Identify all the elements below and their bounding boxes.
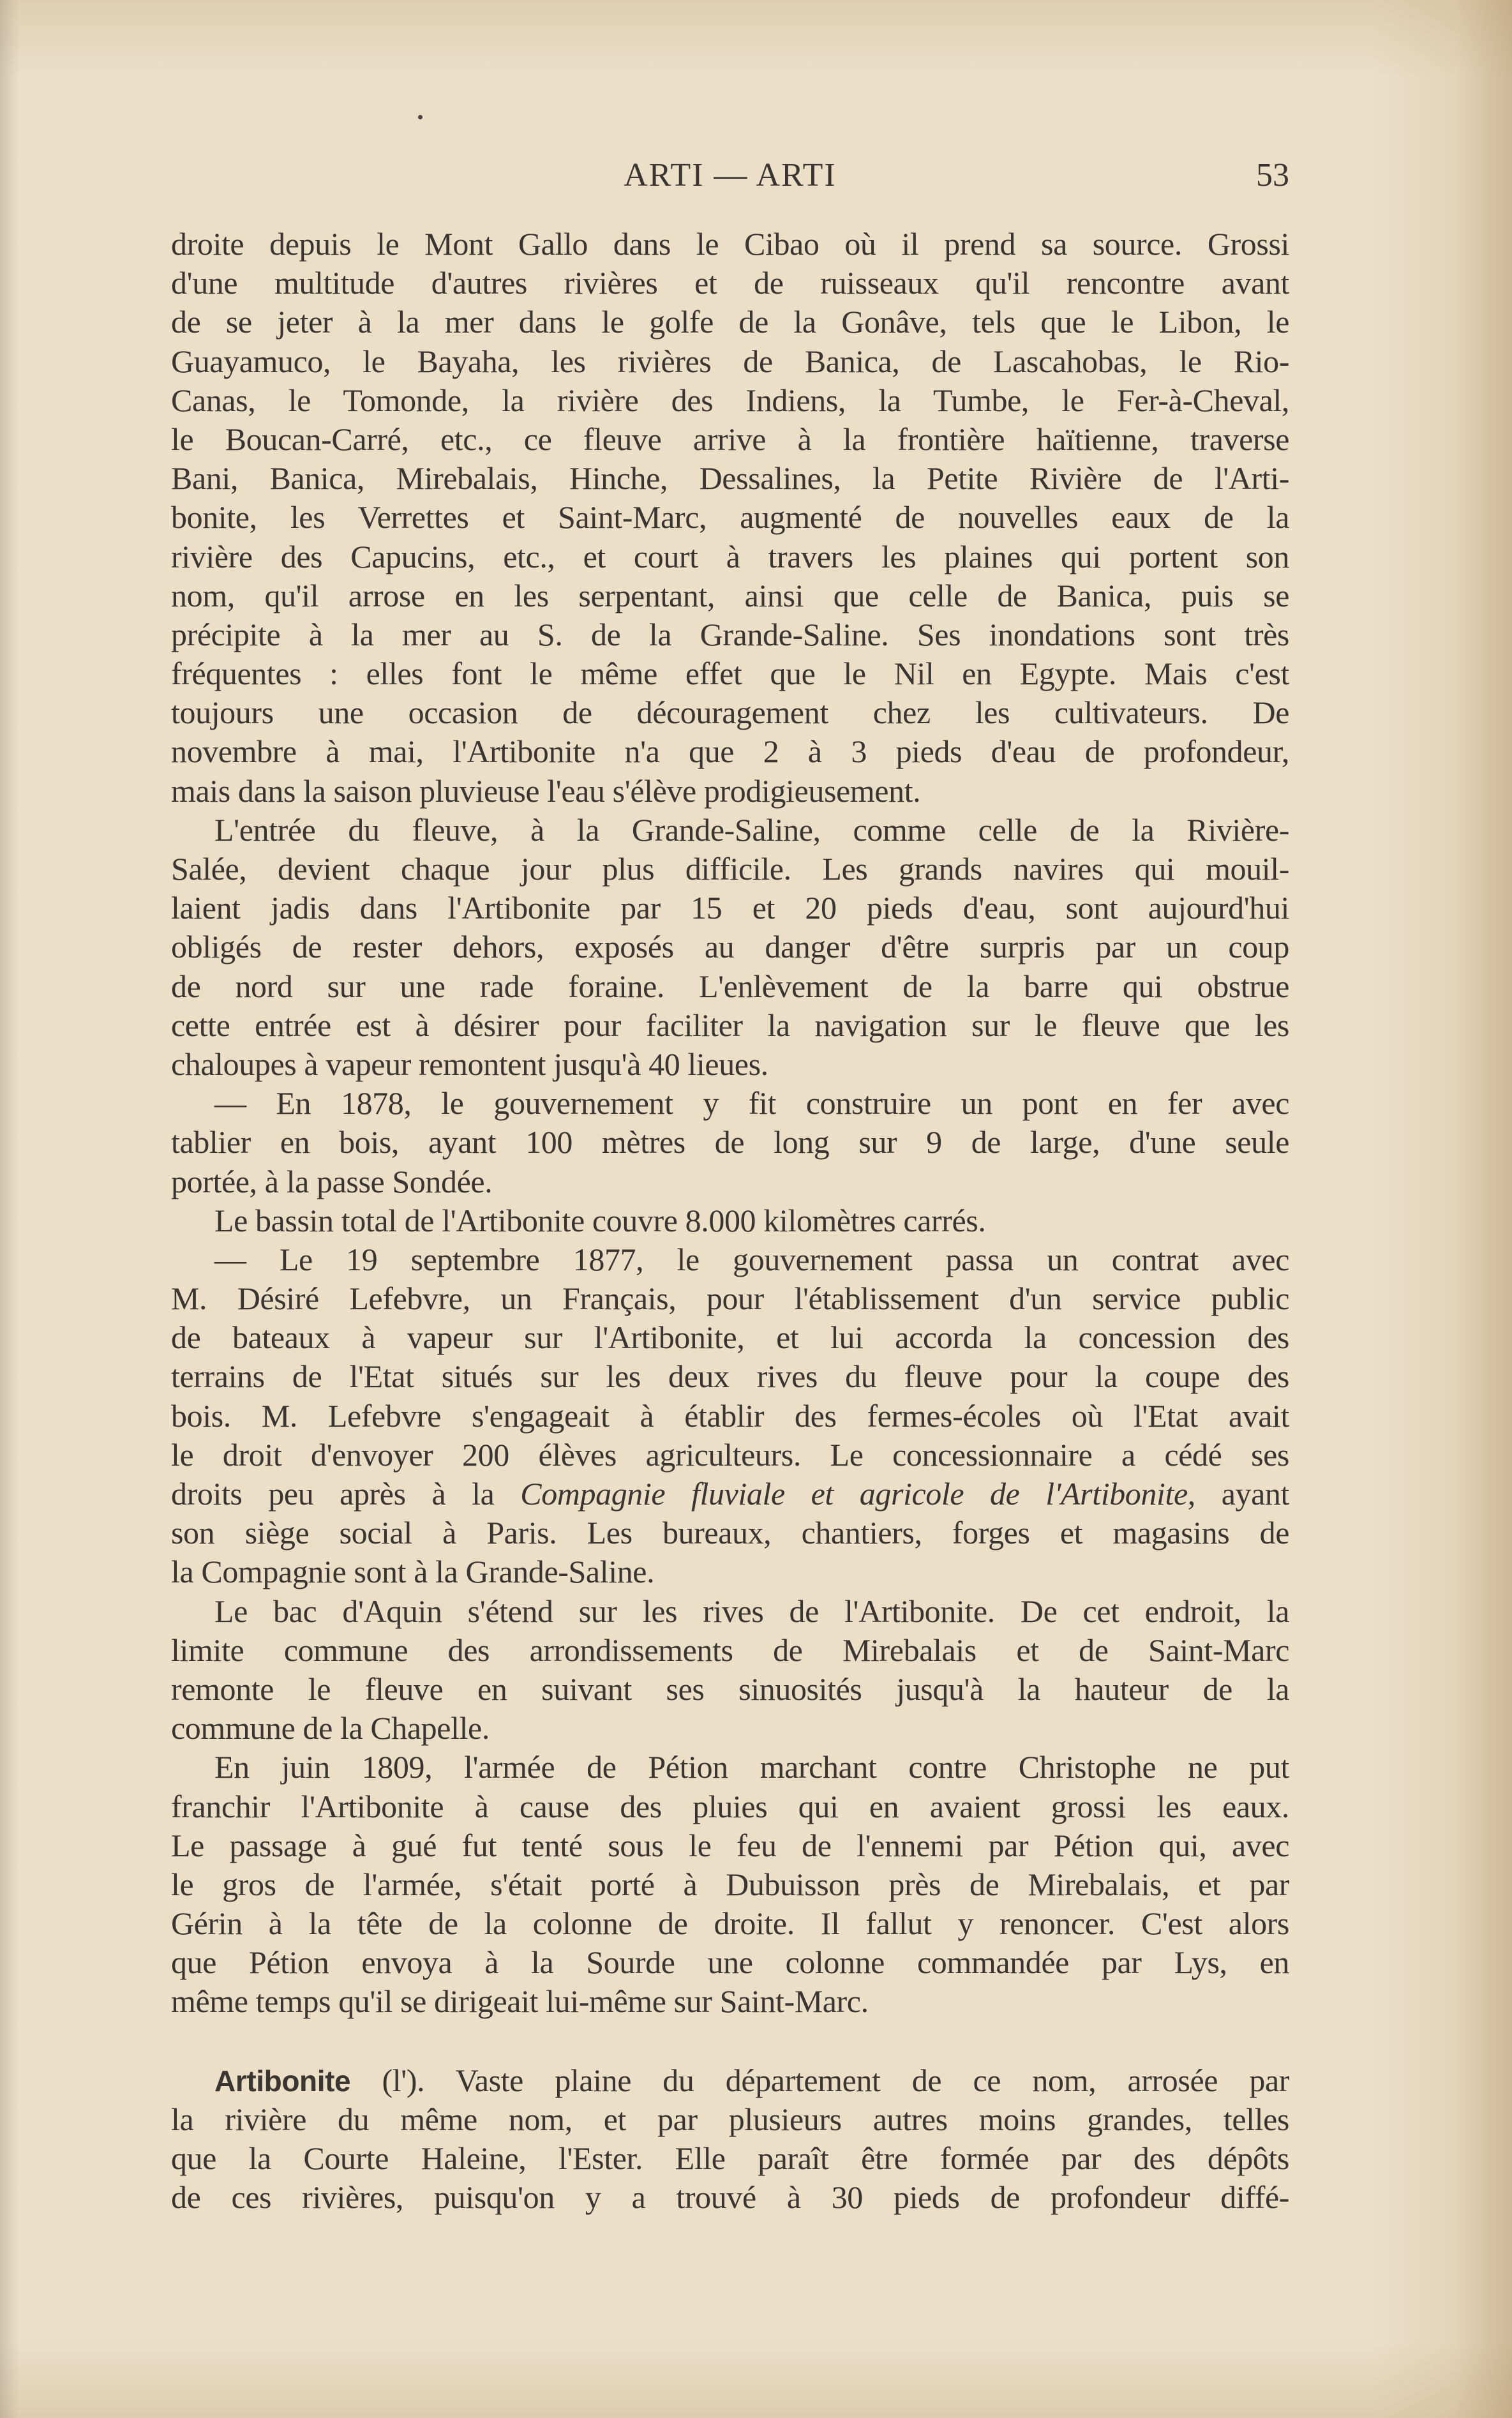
text-line: la Compagnie sont à la Grande-Saline.	[171, 1554, 655, 1590]
running-header	[171, 156, 1289, 201]
text-line: chaloupes à vapeur remontent jusqu'à 40 lieues.	[171, 1046, 768, 1082]
text-line: de bateaux à vapeur sur l'Artibonite, et lui accorda la concession des	[171, 1319, 1289, 1356]
paragraph	[171, 1201, 1289, 1240]
text-line: obligés de rester dehors, exposés au danger d'être surpris par un coup	[171, 929, 1289, 965]
text-line: — En 1878, le gouvernement y fit construire un pont en fer avec	[214, 1085, 1289, 1122]
page-number: 53	[1256, 157, 1289, 193]
text-line: Guayamuco, le Bayaha, les rivières de Banica, de Lascahobas, le Rio-	[171, 343, 1289, 379]
paragraph-gap	[171, 2022, 1289, 2061]
text-line: franchir l'Artibonite à cause des pluies qui en avaient grossi les eaux.	[171, 1788, 1289, 1824]
text-line: portée, à la passe Sondée.	[171, 1163, 493, 1199]
text-line: laient jadis dans l'Artibonite par 15 et 20 pieds d'eau, sont aujourd'hui	[171, 890, 1289, 926]
text-line: cette entrée est à désirer pour faciliter la navigation sur le fleuve que les	[171, 1007, 1289, 1043]
text-line: Canas, le Tomonde, la rivière des Indiens, la Tumbe, le Fer-à-Cheval,	[171, 382, 1289, 418]
text-line: rivière des Capucins, etc., et court à travers les plaines qui portent son	[171, 538, 1289, 574]
paragraph	[171, 1592, 1289, 1748]
text-segment: , ayant	[1187, 1476, 1289, 1512]
text-line: limite commune des arrondissements de Mirebalais et de Saint-Marc	[171, 1632, 1289, 1668]
text-line: d'une multitude d'autres rivières et de ruisseaux qu'il rencontre avant	[171, 265, 1289, 301]
text-line	[171, 1475, 1289, 1513]
text-line: nom, qu'il arrose en les serpentant, ainsi que celle de Banica, puis se	[171, 577, 1289, 613]
text-line: même temps qu'il se dirigeait lui-même sur Saint-Marc.	[171, 1983, 869, 2020]
text-line: Gérin à la tête de la colonne de droite. Il fallut y renoncer. C'est alors	[171, 1905, 1289, 1942]
text-line: que la Courte Haleine, l'Ester. Elle paraît être formée par des dépôts	[171, 2140, 1289, 2176]
entry-headword: Artibonite	[214, 2064, 351, 2098]
text-line: Le bac d'Aquin s'étend sur les rives de l'Artibonite. De cet endroit, la	[214, 1593, 1289, 1629]
text-line: mais dans la saison pluvieuse l'eau s'élève prodigieusement.	[171, 772, 921, 809]
text-segment: (l'). Vaste plaine du département de ce nom, arrosée par	[350, 2062, 1289, 2098]
text-line: droite depuis le Mont Gallo dans le Cibao où il prend sa source. Grossi	[171, 226, 1289, 262]
text-line	[171, 2061, 1289, 2100]
text-line: que Pétion envoya à la Sourde une colonne commandée par Lys, en	[171, 1944, 1289, 1981]
text-line: novembre à mai, l'Artibonite n'a que 2 à 3 pieds d'eau de profondeur,	[171, 733, 1289, 770]
running-head-title: ARTI — ARTI	[624, 157, 837, 193]
text-line: En juin 1809, l'armée de Pétion marchant contre Christophe ne put	[214, 1749, 1289, 1785]
text-line: Salée, devient chaque jour plus difficile. Les grands navires qui mouil-	[171, 851, 1289, 887]
text-line: M. Désiré Lefebvre, un Français, pour l'établissement d'un service public	[171, 1280, 1289, 1317]
paragraph	[171, 225, 1289, 811]
text-line: Le passage à gué fut tenté sous le feu de l'ennemi par Pétion qui, avec	[171, 1827, 1289, 1863]
paragraph	[171, 811, 1289, 1084]
text-line: de se jeter à la mer dans le golfe de la Gonâve, tels que le Libon, le	[171, 304, 1289, 340]
text-line: tablier en bois, ayant 100 mètres de long sur 9 de large, d'une seule	[171, 1124, 1289, 1160]
print-speck	[418, 115, 423, 119]
italic-title: Compagnie fluviale et agricole de l'Artibonite	[520, 1476, 1188, 1512]
paragraph	[171, 2061, 1289, 2218]
text-line: commune de la Chapelle.	[171, 1710, 490, 1746]
text-line: — Le 19 septembre 1877, le gouvernement passa un contrat avec	[214, 1241, 1289, 1277]
text-line: son siège social à Paris. Les bureaux, chantiers, forges et magasins de	[171, 1515, 1289, 1551]
text-line: toujours une occasion de découragement chez les cultivateurs. De	[171, 695, 1289, 731]
text-line: de ces rivières, puisqu'on y a trouvé à 30 pieds de profondeur diffé-	[171, 2179, 1289, 2216]
text-line: bonite, les Verrettes et Saint-Marc, augmenté de nouvelles eaux de la	[171, 499, 1289, 536]
text-line: précipite à la mer au S. de la Grande-Saline. Ses inondations sont très	[171, 616, 1289, 652]
text-line: remonte le fleuve en suivant ses sinuosités jusqu'à la hauteur de la	[171, 1671, 1289, 1707]
paragraph	[171, 1084, 1289, 1201]
text-line: L'entrée du fleuve, à la Grande-Saline, comme celle de la Rivière-	[214, 811, 1289, 848]
text-line: Bani, Banica, Mirebalais, Hinche, Dessalines, la Petite Rivière de l'Arti-	[171, 460, 1289, 497]
text-segment: droits peu après à la	[171, 1476, 521, 1512]
text-line: le Boucan-Carré, etc., ce fleuve arrive à la frontière haïtienne, traverse	[171, 421, 1289, 457]
text-line: bois. M. Lefebvre s'engageait à établir des fermes-écoles où l'Etat avait	[171, 1397, 1289, 1434]
body-text	[171, 225, 1289, 2217]
paragraph	[171, 1240, 1289, 1592]
paragraph	[171, 1748, 1289, 2021]
text-line: la rivière du même nom, et par plusieurs autres moins grandes, telles	[171, 2101, 1289, 2137]
text-line: de nord sur une rade foraine. L'enlèvement de la barre qui obstrue	[171, 968, 1289, 1004]
text-line: fréquentes : elles font le même effet que le Nil en Egypte. Mais c'est	[171, 656, 1289, 692]
text-line: le gros de l'armée, s'était porté à Dubuisson près de Mirebalais, et par	[171, 1866, 1289, 1902]
text-line: Le bassin total de l'Artibonite couvre 8.000 kilomètres carrés.	[214, 1202, 986, 1238]
text-line: le droit d'envoyer 200 élèves agriculteurs. Le concessionnaire a cédé ses	[171, 1436, 1289, 1473]
text-line: terrains de l'Etat situés sur les deux rives du fleuve pour la coupe des	[171, 1358, 1289, 1395]
